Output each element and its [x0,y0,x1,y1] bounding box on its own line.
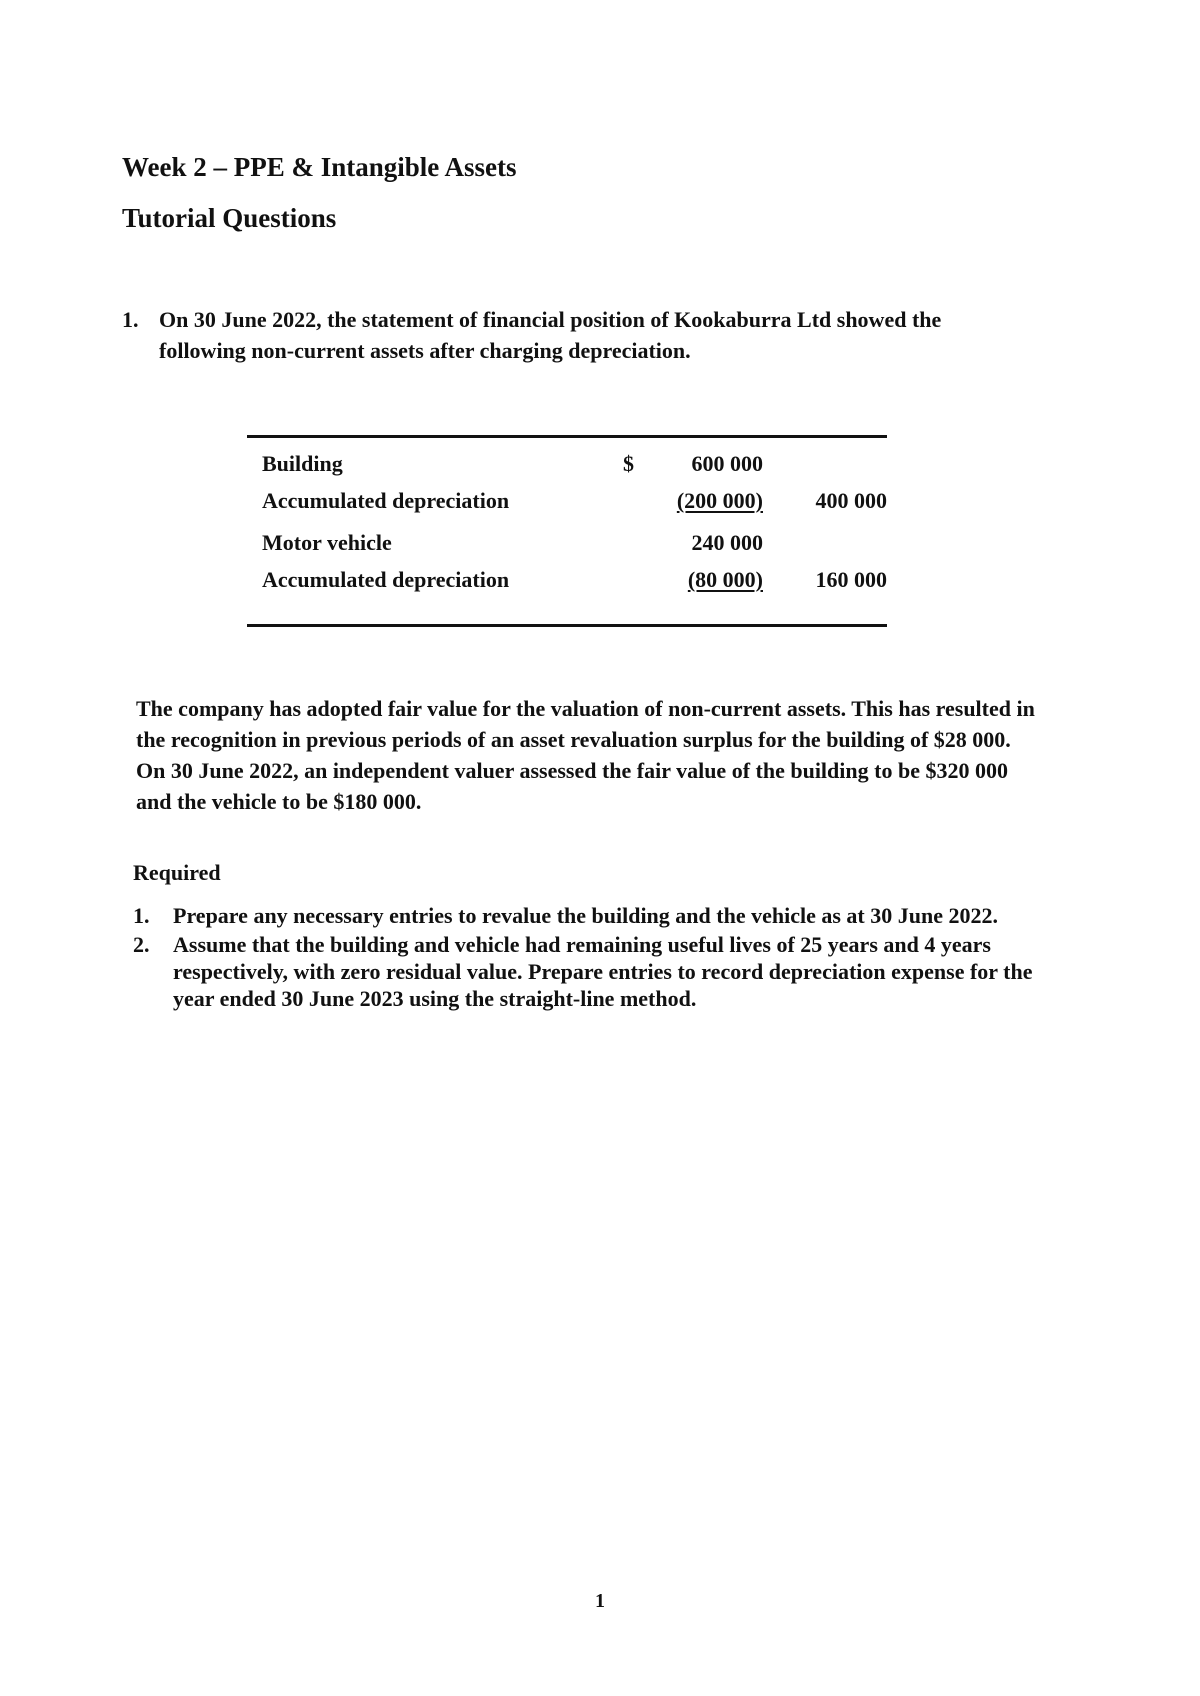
row-amount: (200 000) [676,488,763,513]
question-1 [122,304,1002,366]
row-amount: (80 000) [687,567,763,592]
question-paragraph: The company has adopted fair value for the valuation of non-current assets. This has resulted in the recognition in previous periods of an asset revaluation surplus for the building of $28 000. On 30 June 2022, an independent valuer assessed the fair value of the building to be $320 000 and the vehicle to be $180 000. [136,696,1035,814]
row-label: Accumulated depreciation [262,567,510,592]
row-net-amount: 400 000 [815,488,887,513]
question-text: On 30 June 2022, the statement of financial position of Kookaburra Ltd showed the following non-current assets after charging depreciation. [159,307,942,363]
page-title: Week 2 – PPE & Intangible Assets [122,152,517,182]
list-item-text: Prepare any necessary entries to revalue the building and the vehicle as at 30 June 2022. [173,903,998,928]
required-list [133,902,1033,1014]
table-bottom-rule [247,624,887,627]
row-label: Motor vehicle [262,530,392,555]
table-row [247,448,887,480]
financial-position-table [247,435,887,627]
table-row [247,485,887,517]
required-heading: Required [133,860,221,885]
row-amount: 240 000 [691,530,763,555]
table-row [247,527,887,559]
row-label: Accumulated depreciation [262,488,510,513]
table-row [247,564,887,596]
list-item-number: 1. [133,903,150,928]
row-net-amount: 160 000 [815,567,887,592]
row-label: Building [262,451,343,476]
row-amount: 600 000 [691,451,763,476]
list-item-text: Assume that the building and vehicle had remaining useful lives of 25 years and 4 years respectively, with zero residual value. Prepare entries to record depreciation expense for the year ended 30 June 2023 using the straight-line method. [173,932,1033,1011]
page-number: 1 [595,1590,605,1612]
page-subtitle: Tutorial Questions [122,203,337,233]
list-item [133,902,1033,929]
currency-symbol: $ [623,451,634,476]
list-item [133,931,1033,1012]
list-item-number: 2. [133,932,150,957]
question-number: 1. [122,307,139,332]
table-top-rule [247,435,887,438]
